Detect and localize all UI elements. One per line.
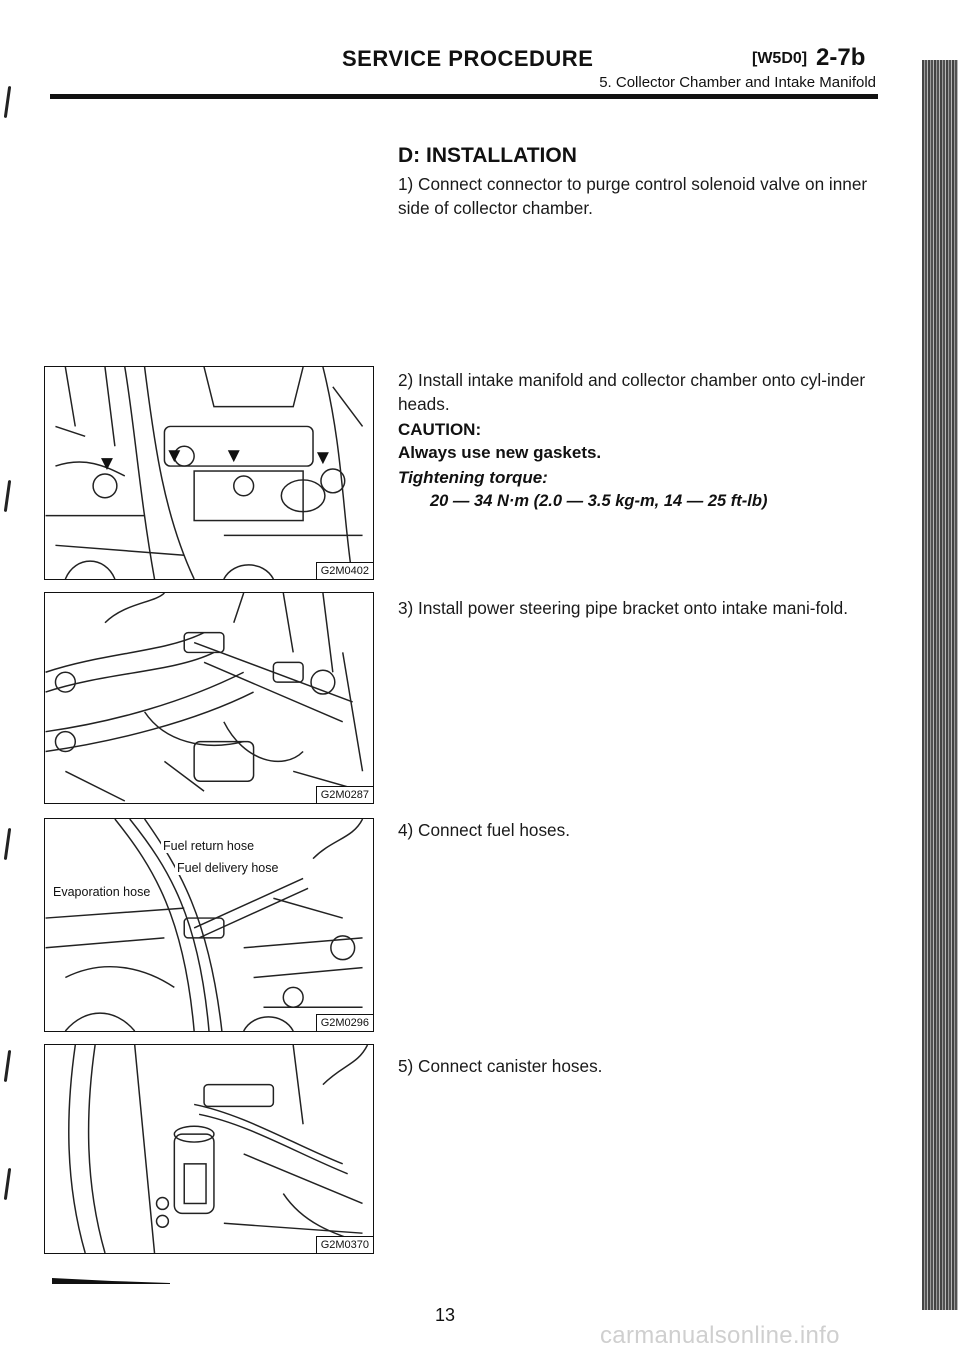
step-5: 5) Connect canister hoses. [398,1056,603,1076]
figure-code: G2M0287 [316,786,373,803]
figure-code: G2M0296 [316,1014,373,1031]
figure-intake-manifold [44,366,374,580]
figure-code: G2M0402 [316,562,373,579]
caution-label: CAUTION: [398,420,482,439]
margin-mark [4,86,11,118]
figure-illustration [45,1045,373,1253]
figure-illustration [45,593,373,803]
step-2: 2) Install intake manifold and collector chamber onto cyl-inder heads. [398,370,866,414]
header-rule [50,94,878,99]
callout-fuel-return-hose: Fuel return hose [163,839,255,853]
footer-watermark: carmanualsonline.info [600,1322,840,1349]
margin-mark [4,1168,11,1200]
step-3: 3) Install power steering pipe bracket onto intake mani-fold. [398,598,848,618]
figure-code: G2M0370 [316,1236,373,1253]
header-subtitle: 5. Collector Chamber and Intake Manifold [599,74,876,91]
section-title: D: INSTALLATION [398,144,577,167]
step-4: 4) Connect fuel hoses. [398,820,570,840]
corner-mark [52,1278,170,1284]
torque-value: 20 — 34 N·m (2.0 — 3.5 kg-m, 14 — 25 ft-lb) [430,492,768,510]
callout-evaporation-hose: Evaporation hose [53,885,151,899]
caution-text: Always use new gaskets. [398,443,602,462]
header-code: [W5D0] [752,50,808,67]
figure-canister-hoses [44,1044,374,1254]
header-page-ref: 2-7b [816,44,866,71]
margin-mark [4,1050,11,1082]
scan-edge [922,60,958,1310]
torque-label: Tightening torque: [398,468,548,487]
figure-illustration [45,367,373,579]
page-number: 13 [435,1305,456,1325]
figure-power-steering-bracket [44,592,374,804]
margin-mark [4,828,11,860]
callout-fuel-delivery-hose: Fuel delivery hose [177,861,279,875]
header-title: SERVICE PROCEDURE [342,46,594,71]
figure-fuel-hoses [44,818,374,1032]
step-1: 1) Connect connector to purge control solenoid valve on inner side of collector chamber. [398,174,868,218]
margin-mark [4,480,11,512]
